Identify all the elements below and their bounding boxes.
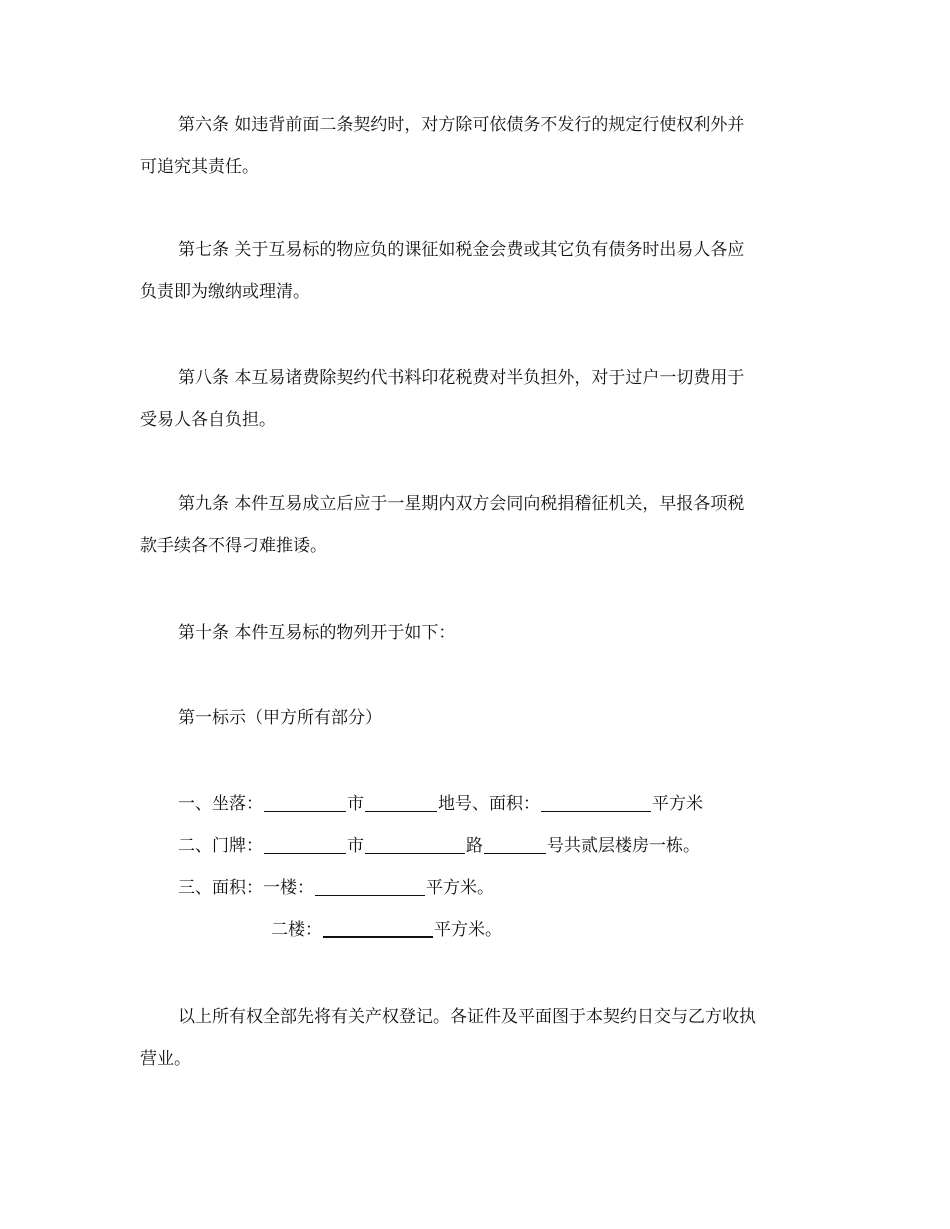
article-10-text: 第十条 本件互易标的物列开于如下：	[178, 623, 456, 643]
location-city-field[interactable]	[264, 793, 346, 812]
floor2-area-field[interactable]	[323, 918, 433, 938]
floor2-unit: 平方米。	[434, 920, 502, 940]
house-city-field[interactable]	[264, 835, 346, 854]
house-city-label: 市	[347, 836, 364, 856]
house-road-field[interactable]	[365, 835, 465, 854]
article-10	[140, 612, 812, 654]
article-8	[140, 357, 812, 441]
location-unit: 平方米	[652, 794, 703, 814]
article-8-line1: 第八条 本互易诸费除契约代书料印花税费对半负担外，对于过户一切费用于	[178, 368, 745, 388]
location-label: 一、坐落：	[178, 794, 263, 814]
closing-line2: 营业。	[140, 1049, 191, 1069]
location-row	[178, 792, 703, 816]
location-lot-field[interactable]	[365, 793, 437, 812]
house-number-row	[178, 834, 700, 858]
house-suffix: 号共贰层楼房一栋。	[547, 836, 700, 856]
floor1-label: 一楼：	[263, 878, 314, 898]
article-7	[140, 229, 812, 313]
area-row-1	[178, 876, 494, 900]
floor1-unit: 平方米。	[426, 878, 494, 898]
article-9	[140, 483, 812, 567]
article-7-line1: 第七条 关于互易标的物应负的课征如税金会费或其它负有债务时出易人各应	[178, 240, 745, 260]
article-6	[140, 104, 812, 188]
floor2-label: 二楼：	[271, 920, 322, 940]
section-title	[140, 697, 812, 739]
article-9-line2: 款手续各不得刁难推诿。	[140, 536, 327, 556]
article-6-line2: 可追究其责任。	[140, 157, 259, 177]
house-road-label: 路	[466, 836, 483, 856]
article-8-line2: 受易人各自负担。	[140, 410, 276, 430]
closing-line1: 以上所有权全部先将有关产权登记。各证件及平面图于本契约日交与乙方收执	[178, 1007, 756, 1027]
area-label: 三、面积：	[178, 878, 263, 898]
section-title-text: 第一标示（甲方所有部分）	[178, 708, 382, 728]
article-7-line2: 负责即为缴纳或理清。	[140, 282, 310, 302]
location-area-field[interactable]	[541, 793, 651, 812]
article-9-line1: 第九条 本件互易成立后应于一星期内双方会同向税捐稽征机关，早报各项税	[178, 494, 745, 514]
closing-paragraph	[140, 996, 812, 1080]
house-number-field[interactable]	[484, 835, 546, 854]
area-row-2	[271, 918, 502, 942]
article-6-line1: 第六条 如违背前面二条契约时，对方除可依债务不发行的规定行使权利外并	[178, 115, 745, 135]
location-lot-label: 地号、面积：	[438, 794, 540, 814]
floor1-area-field[interactable]	[315, 877, 425, 896]
house-number-label: 二、门牌：	[178, 836, 263, 856]
location-city-label: 市	[347, 794, 364, 814]
